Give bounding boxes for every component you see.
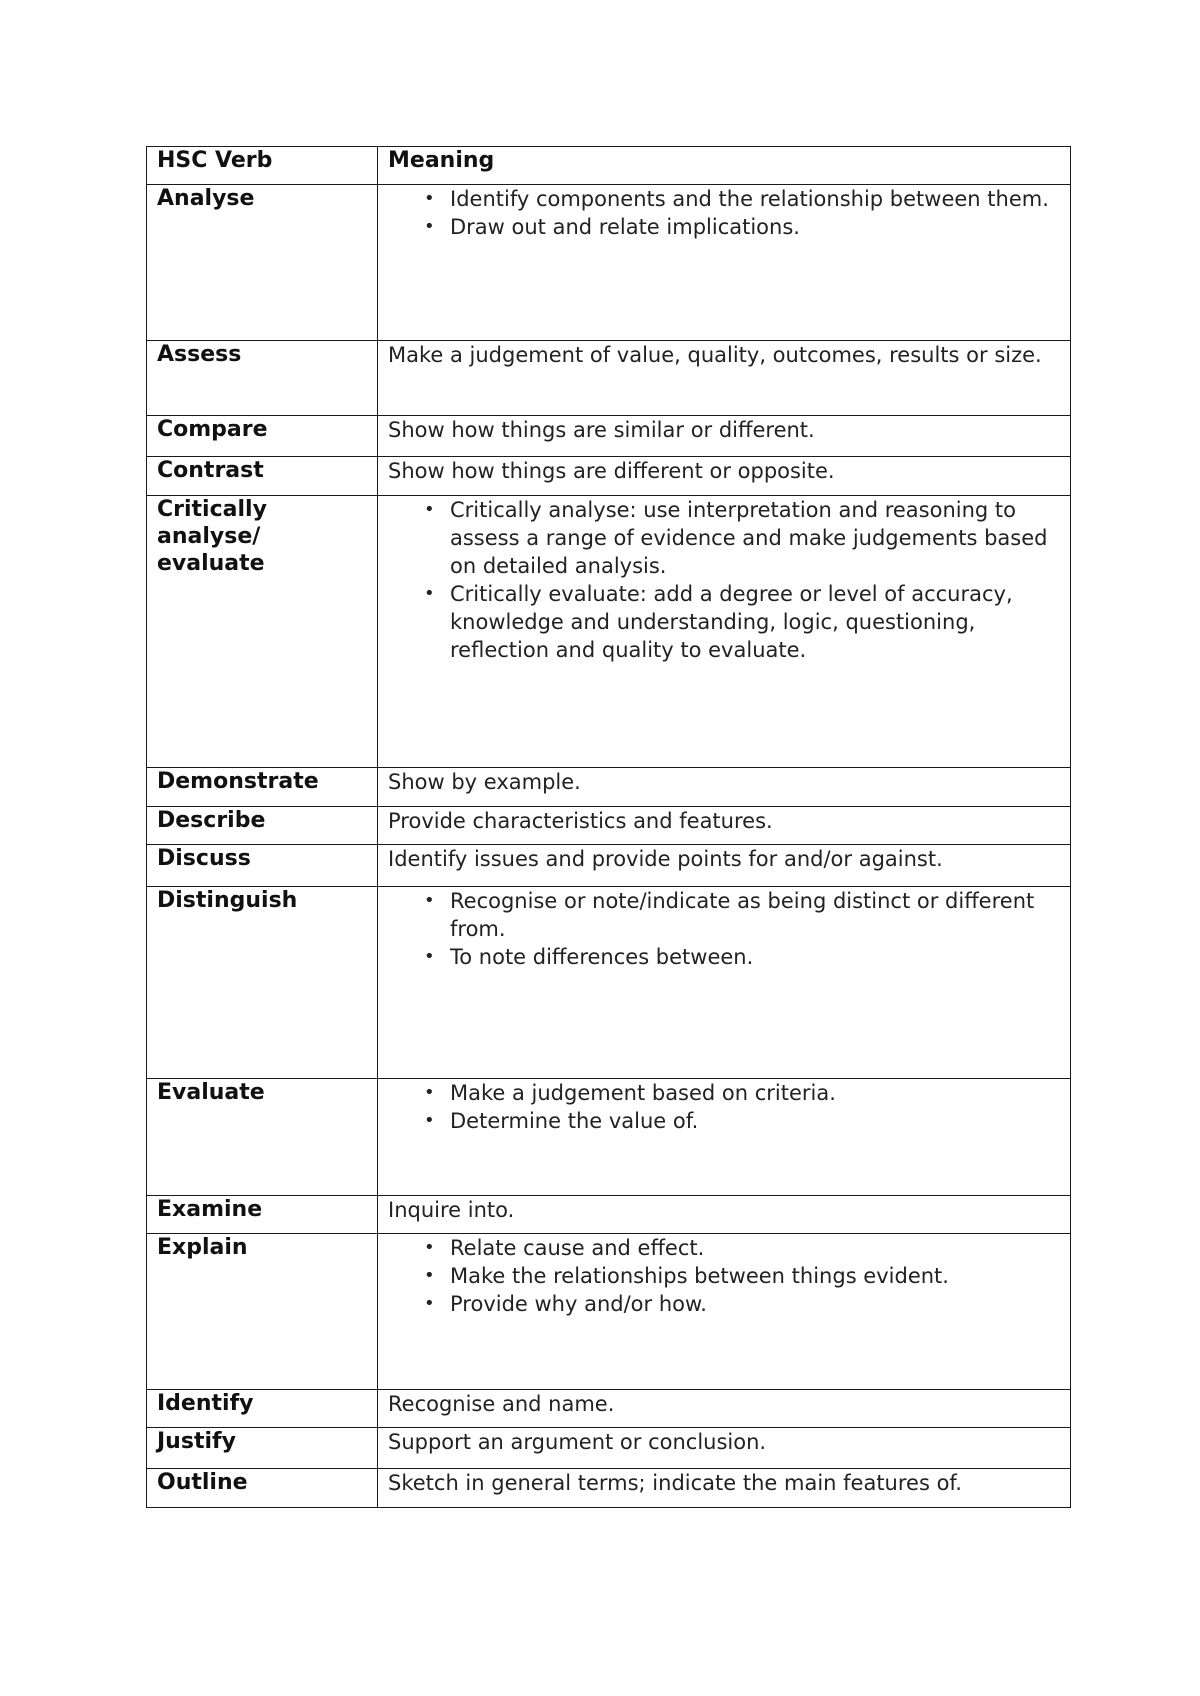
list-item-text: Draw out and relate implications. <box>450 215 800 239</box>
meaning-cell: Make a judgement of value, quality, outcomes, results or size. <box>378 341 1071 416</box>
meaning-list <box>388 185 1060 241</box>
table-row <box>147 845 1071 887</box>
bullet-icon: • <box>424 216 435 237</box>
verb-cell: Describe <box>147 807 378 845</box>
meaning-cell <box>378 1234 1071 1390</box>
bullet-icon: • <box>424 499 435 520</box>
meaning-cell <box>378 1079 1071 1196</box>
meaning-cell: Inquire into. <box>378 1196 1071 1234</box>
bullet-icon: • <box>424 1110 435 1131</box>
verb-cell: Discuss <box>147 845 378 887</box>
bullet-icon: • <box>424 1082 435 1103</box>
meaning-cell: Show how things are similar or different. <box>378 416 1071 457</box>
meaning-list <box>388 1234 1060 1318</box>
verb-cell: Compare <box>147 416 378 457</box>
meaning-cell: Provide characteristics and features. <box>378 807 1071 845</box>
table-row <box>147 1079 1071 1196</box>
table-row <box>147 185 1071 341</box>
verb-cell: Analyse <box>147 185 378 341</box>
verb-cell: Examine <box>147 1196 378 1234</box>
meaning-cell: Sketch in general terms; indicate the main features of. <box>378 1469 1071 1508</box>
list-item <box>388 1234 1060 1262</box>
table-row <box>147 768 1071 807</box>
meaning-cell <box>378 887 1071 1079</box>
list-item <box>388 1262 1060 1290</box>
list-item <box>388 887 1060 943</box>
verb-cell: Outline <box>147 1469 378 1508</box>
bullet-icon: • <box>424 1265 435 1286</box>
list-item-text: Determine the value of. <box>450 1109 699 1133</box>
header-meaning: Meaning <box>378 147 1071 185</box>
verb-cell: Contrast <box>147 457 378 496</box>
list-item-text: Critically analyse: use interpretation and reasoning to assess a range of evidence and make judgements based on detailed analysis. <box>450 498 1048 578</box>
meaning-cell: Show by example. <box>378 768 1071 807</box>
list-item <box>388 1107 1060 1135</box>
bullet-icon: • <box>424 890 435 911</box>
header-verb: HSC Verb <box>147 147 378 185</box>
table-header-row <box>147 147 1071 185</box>
meaning-cell: Support an argument or conclusion. <box>378 1428 1071 1469</box>
list-item-text: Critically evaluate: add a degree or level of accuracy, knowledge and understanding, logic, questioning, reflection and quality to evaluate. <box>450 582 1013 662</box>
meaning-list <box>388 1079 1060 1135</box>
verb-cell: Distinguish <box>147 887 378 1079</box>
verb-cell: Identify <box>147 1390 378 1428</box>
table-row <box>147 496 1071 768</box>
list-item <box>388 496 1060 580</box>
table-row <box>147 1428 1071 1469</box>
bullet-icon: • <box>424 1237 435 1258</box>
list-item-text: Provide why and/or how. <box>450 1292 707 1316</box>
bullet-icon: • <box>424 188 435 209</box>
list-item-text: To note differences between. <box>450 945 754 969</box>
list-item <box>388 1290 1060 1318</box>
table-row <box>147 1469 1071 1508</box>
table-row <box>147 1390 1071 1428</box>
list-item-text: Make a judgement based on criteria. <box>450 1081 836 1105</box>
table-row <box>147 416 1071 457</box>
meaning-cell <box>378 185 1071 341</box>
verb-cell: Critically analyse/ evaluate <box>147 496 378 768</box>
list-item <box>388 213 1060 241</box>
verb-cell: Demonstrate <box>147 768 378 807</box>
table-row <box>147 341 1071 416</box>
verb-cell: Assess <box>147 341 378 416</box>
bullet-icon: • <box>424 1293 435 1314</box>
verb-cell: Evaluate <box>147 1079 378 1196</box>
list-item-text: Recognise or note/indicate as being distinct or different from. <box>450 889 1035 941</box>
table-row <box>147 887 1071 1079</box>
list-item-text: Identify components and the relationship between them. <box>450 187 1049 211</box>
meaning-cell: Identify issues and provide points for and/or against. <box>378 845 1071 887</box>
bullet-icon: • <box>424 583 435 604</box>
bullet-icon: • <box>424 946 435 967</box>
meaning-list <box>388 887 1060 971</box>
meaning-list <box>388 496 1060 664</box>
verb-cell: Justify <box>147 1428 378 1469</box>
list-item <box>388 185 1060 213</box>
list-item <box>388 580 1060 664</box>
verb-cell: Explain <box>147 1234 378 1390</box>
table-row <box>147 1196 1071 1234</box>
list-item <box>388 1079 1060 1107</box>
list-item-text: Relate cause and effect. <box>450 1236 705 1260</box>
table-row <box>147 1234 1071 1390</box>
list-item <box>388 943 1060 971</box>
meaning-cell: Show how things are different or opposite. <box>378 457 1071 496</box>
table-row <box>147 457 1071 496</box>
list-item-text: Make the relationships between things evident. <box>450 1264 949 1288</box>
table-row <box>147 807 1071 845</box>
meaning-cell <box>378 496 1071 768</box>
meaning-cell: Recognise and name. <box>378 1390 1071 1428</box>
hsc-verbs-table <box>146 146 1071 1508</box>
